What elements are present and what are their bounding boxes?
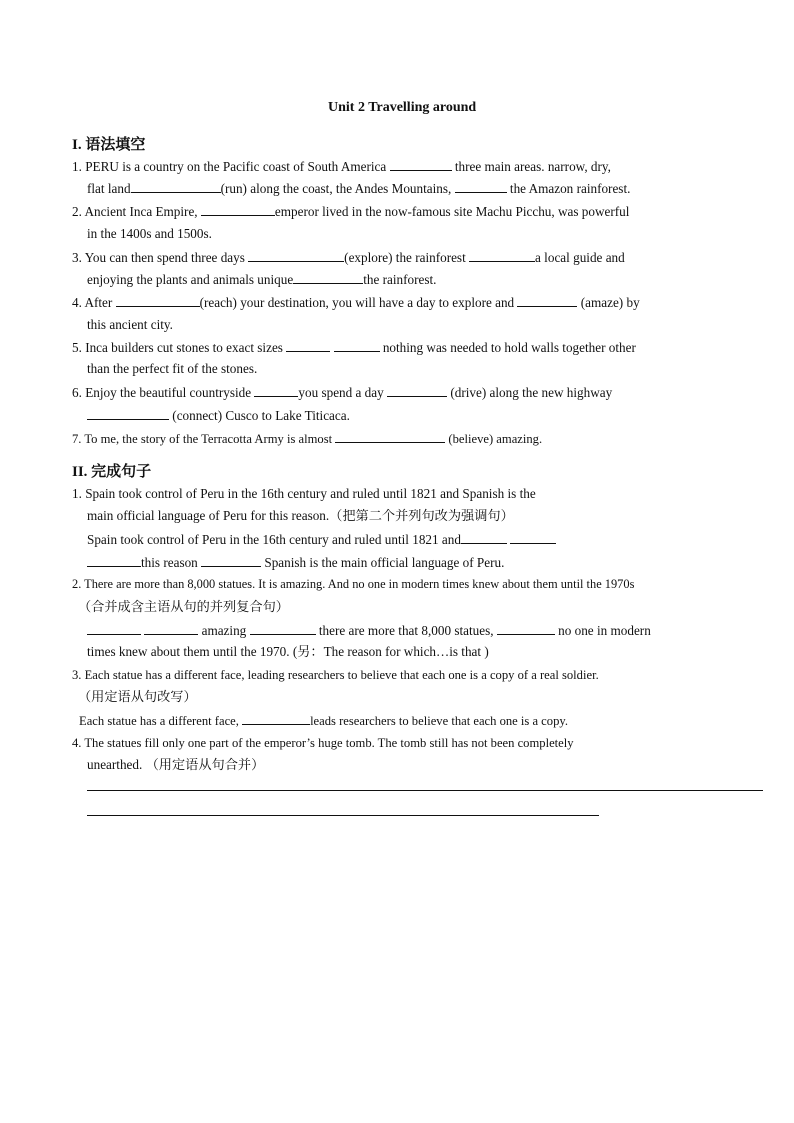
question-text: flat land xyxy=(87,181,131,196)
question-text: Spanish is the main official language of Peru. xyxy=(264,555,505,570)
answer-blank[interactable] xyxy=(144,622,198,635)
question-text: (reach) your destination, you will have a day to explore and xyxy=(199,295,515,310)
answer-blank[interactable] xyxy=(87,407,169,420)
answer-blank[interactable] xyxy=(87,622,141,635)
question-text: unearthed. （用定语从句合并） xyxy=(87,757,265,772)
answer-line[interactable] xyxy=(87,790,763,791)
sentence-1-line-1 xyxy=(72,486,536,502)
sentence-3-line-2 xyxy=(78,689,197,705)
question-4-line-1 xyxy=(72,294,640,311)
answer-blank[interactable] xyxy=(335,430,445,443)
answer-blank[interactable] xyxy=(116,294,200,307)
question-text: (drive) along the new highway xyxy=(450,385,613,400)
answer-blank[interactable] xyxy=(286,339,330,352)
answer-blank[interactable] xyxy=(87,554,141,567)
sentence-4-line-2 xyxy=(87,757,264,773)
section-heading-complete-sentences: II. 完成句子 xyxy=(72,464,152,480)
question-text: main official language of Peru for this reason.（把第二个并列句改为强调句） xyxy=(87,508,514,523)
question-text: this ancient city. xyxy=(87,317,173,332)
question-text: no one in modern xyxy=(558,623,651,638)
question-6-line-2 xyxy=(87,407,350,424)
sentence-4-line-1 xyxy=(72,735,574,751)
answer-blank[interactable] xyxy=(387,384,447,397)
question-text: than the perfect fit of the stones. xyxy=(87,361,258,376)
question-text: (run) along the coast, the Andes Mountains, xyxy=(220,181,452,196)
question-text: 4. After xyxy=(72,295,113,310)
answer-blank[interactable] xyxy=(469,249,535,262)
question-text: 7. To me, the story of the Terracotta Army is almost xyxy=(72,432,333,446)
question-4-line-2 xyxy=(87,317,173,333)
answer-blank[interactable] xyxy=(201,554,261,567)
question-text: you spend a day xyxy=(298,385,384,400)
question-3-line-2 xyxy=(87,271,436,288)
question-text: (explore) the rainforest xyxy=(344,250,466,265)
sentence-2-line-4 xyxy=(87,644,489,660)
question-text: 2. Ancient Inca Empire, xyxy=(72,204,198,219)
question-text: 5. Inca builders cut stones to exact sizes xyxy=(72,340,283,355)
question-5-line-1 xyxy=(72,339,636,356)
question-text: the Amazon rainforest. xyxy=(509,181,631,196)
question-text: (amaze) by xyxy=(580,295,640,310)
question-text: leads researchers to believe that each one is a copy. xyxy=(310,714,568,728)
sentence-3-line-3 xyxy=(79,712,568,729)
question-1-line-2 xyxy=(87,180,630,197)
question-1-line-1 xyxy=(72,158,611,175)
question-text: nothing was needed to hold walls together other xyxy=(382,340,636,355)
question-text: 6. Enjoy the beautiful countryside xyxy=(72,385,252,400)
question-text: （合并成含主语从句的并列复合句） xyxy=(78,599,289,614)
question-text: amazing xyxy=(201,623,247,638)
question-text: Spain took control of Peru in the 16th century and ruled until 1821 and xyxy=(87,532,461,547)
question-3-line-1 xyxy=(72,249,625,266)
question-text: 1. Spain took control of Peru in the 16th century and ruled until 1821 and Spanish is the xyxy=(72,486,536,501)
question-text: 3. You can then spend three days xyxy=(72,250,245,265)
question-text: in the 1400s and 1500s. xyxy=(87,226,212,241)
page-title: Unit 2 Travelling around xyxy=(328,100,477,115)
answer-blank[interactable] xyxy=(461,531,507,544)
question-text: Each statue has a different face, xyxy=(79,714,239,728)
answer-blank[interactable] xyxy=(242,712,310,725)
question-5-line-2 xyxy=(87,361,257,377)
section-heading-grammar-fill: I. 语法填空 xyxy=(72,137,146,153)
answer-line[interactable] xyxy=(87,815,599,816)
question-text: a local guide and xyxy=(535,250,625,265)
question-text: times knew about them until the 1970. (另：The reason for which…is that ) xyxy=(87,644,489,659)
sentence-3-line-1 xyxy=(72,667,599,683)
answer-blank[interactable] xyxy=(455,180,507,193)
question-text: enjoying the plants and animals unique xyxy=(87,272,294,287)
sentence-2-line-2 xyxy=(78,599,289,615)
sentence-1-line-2 xyxy=(87,508,514,524)
answer-blank[interactable] xyxy=(334,339,380,352)
sentence-2-line-3 xyxy=(87,622,651,639)
question-text: emperor lived in the now-famous site Machu Picchu, was powerful xyxy=(274,204,630,219)
question-text: (believe) amazing. xyxy=(448,432,543,446)
sentence-1-line-3 xyxy=(87,531,556,548)
question-text: 2. There are more than 8,000 statues. It is amazing. And no one in modern times knew about them until the 1970s xyxy=(72,577,635,591)
question-2-line-1 xyxy=(72,203,629,220)
answer-blank[interactable] xyxy=(510,531,556,544)
answer-blank[interactable] xyxy=(201,203,275,216)
sentence-1-line-4 xyxy=(87,554,504,571)
answer-blank[interactable] xyxy=(517,294,577,307)
answer-blank[interactable] xyxy=(390,158,452,171)
question-text: 1. PERU is a country on the Pacific coast of South America xyxy=(72,159,387,174)
question-text: 4. The statues fill only one part of the emperor’s huge tomb. The tomb still has not been completely xyxy=(72,736,574,750)
question-text: (connect) Cusco to Lake Titicaca. xyxy=(172,408,350,423)
answer-blank[interactable] xyxy=(293,271,363,284)
question-text: the rainforest. xyxy=(363,272,437,287)
question-6-line-1 xyxy=(72,384,612,401)
question-2-line-2 xyxy=(87,226,212,242)
answer-blank[interactable] xyxy=(248,249,344,262)
question-text: three main areas. narrow, dry, xyxy=(454,159,611,174)
question-7-line-1 xyxy=(72,430,542,447)
answer-blank[interactable] xyxy=(131,180,221,193)
answer-blank[interactable] xyxy=(250,622,316,635)
question-text: （用定语从句改写） xyxy=(78,689,197,704)
sentence-2-line-1 xyxy=(72,576,634,592)
answer-blank[interactable] xyxy=(254,384,298,397)
question-text: there are more that 8,000 statues, xyxy=(318,623,494,638)
answer-blank[interactable] xyxy=(497,622,555,635)
question-text: 3. Each statue has a different face, leading researchers to believe that each one is a copy of a real soldier. xyxy=(72,668,599,682)
question-text: this reason xyxy=(141,555,198,570)
